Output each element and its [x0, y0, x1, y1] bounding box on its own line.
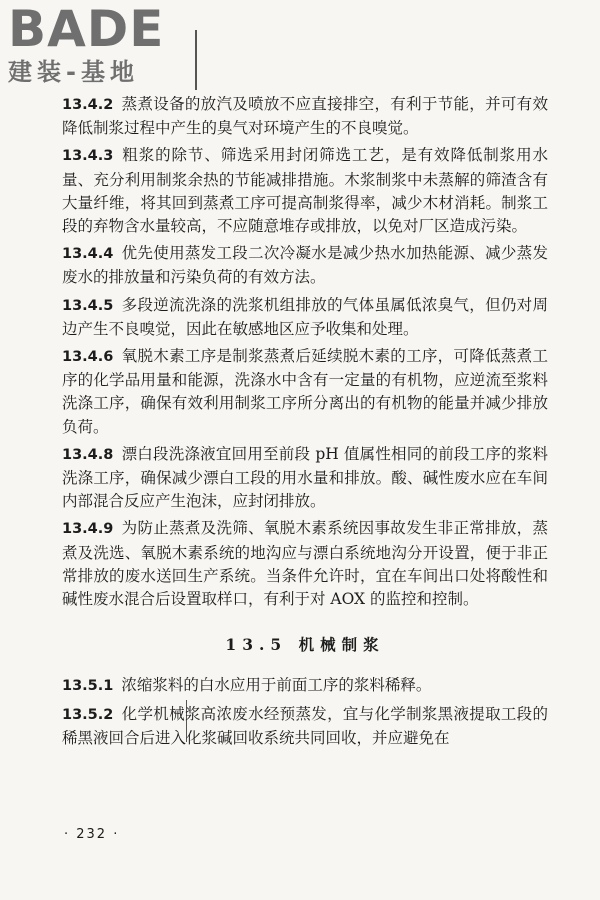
- clause-number: 13.4.3: [62, 148, 114, 165]
- clause-13-5-1: [62, 674, 548, 698]
- section-title: 13.5 机械制浆: [225, 635, 385, 655]
- clause-number: 13.4.6: [62, 349, 114, 366]
- clause-text: 蒸煮设备的放汽及喷放不应直接排空，有利于节能，并可有效降低制浆过程中产生的臭气对环境产生的不良嗅觉。: [62, 95, 548, 138]
- clause-text: 漂白段洗涤液宜回用至前段 pH 值属性相同的前段工序的浆料洗涤工序，确保减少漂白工段的用水量和排放。酸、碱性废水应在车间内部混合反应产生泡沫，应封闭排放。: [62, 444, 548, 511]
- logo-wordmark: BADE: [8, 0, 165, 58]
- scan-artifact-line: [195, 30, 197, 90]
- clause-text: 粗浆的除节、筛选采用封闭筛选工艺，是有效降低制浆用水量、充分利用制浆余热的节能减排措施。木浆制浆中未蒸解的筛渣含有大量纤维，将其回到蒸煮工序可提高制浆得率，减少木材消耗。制浆工段的弃物含水量较高，不应随意堆存或排放，以免对厂区造成污染。: [62, 146, 548, 236]
- clause-text: 优先使用蒸发工段二次冷凝水是减少热水加热能源、减少蒸发废水的排放量和污染负荷的有效方法。: [62, 244, 548, 287]
- clause-13-4-4: [62, 242, 548, 289]
- clause-13-4-6: [62, 345, 548, 439]
- clause-text: 为防止蒸煮及洗筛、氧脱木素系统因事故发生非正常排放，蒸煮及洗选、氧脱木素系统的地沟应与漂白系统地沟分开设置，便于非正常排放的废水送回生产系统。当条件允许时，宜在车间出口处将酸性和碱性废水混合后设置取样口，有利于对 AOX 的监控和控制。: [62, 519, 548, 609]
- clause-number: 13.4.8: [62, 446, 114, 463]
- clause-number: 13.4.5: [62, 297, 114, 314]
- clause-text: 多段逆流洗涤的洗浆机组排放的气体虽属低浓臭气，但仍对周边产生不良嗅觉，因此在敏感地区应予收集和处理。: [62, 295, 548, 338]
- clause-13-4-8: [62, 443, 548, 514]
- clause-13-4-9: [62, 517, 548, 611]
- clause-number: 13.4.9: [62, 521, 114, 538]
- document-body: [62, 93, 548, 754]
- clause-13-4-3: [62, 144, 548, 238]
- clause-number: 13.5.1: [62, 678, 114, 695]
- page-number: · 232 ·: [64, 827, 120, 842]
- clause-number: 13.4.2: [62, 97, 114, 113]
- clause-text: 浓缩浆料的白水应用于前面工序的浆料稀释。: [121, 676, 432, 695]
- clause-13-5-2: [62, 703, 548, 750]
- clause-text: 氧脱木素工序是制浆蒸煮后延续脱木素的工序，可降低蒸煮工序的化学品用量和能源，洗涤水中含有一定量的有机物，应逆流至浆料洗涤工序，确保有效利用制浆工序所分离出的有机物的能量并减少排放负荷。: [62, 347, 548, 436]
- clause-number: 13.5.2: [62, 706, 114, 723]
- clause-text: 化学机械浆高浓废水经预蒸发，宜与化学制浆黑液提取工段的稀黑液回合后进入化浆碱回收系统共同回收，并应避免在: [62, 704, 548, 747]
- logo-subtitle: 建装-基地: [8, 58, 139, 86]
- clause-number: 13.4.4: [62, 246, 114, 263]
- clause-13-4-5: [62, 294, 548, 341]
- bade-logo: [8, 2, 188, 94]
- clause-13-4-2: [62, 93, 548, 140]
